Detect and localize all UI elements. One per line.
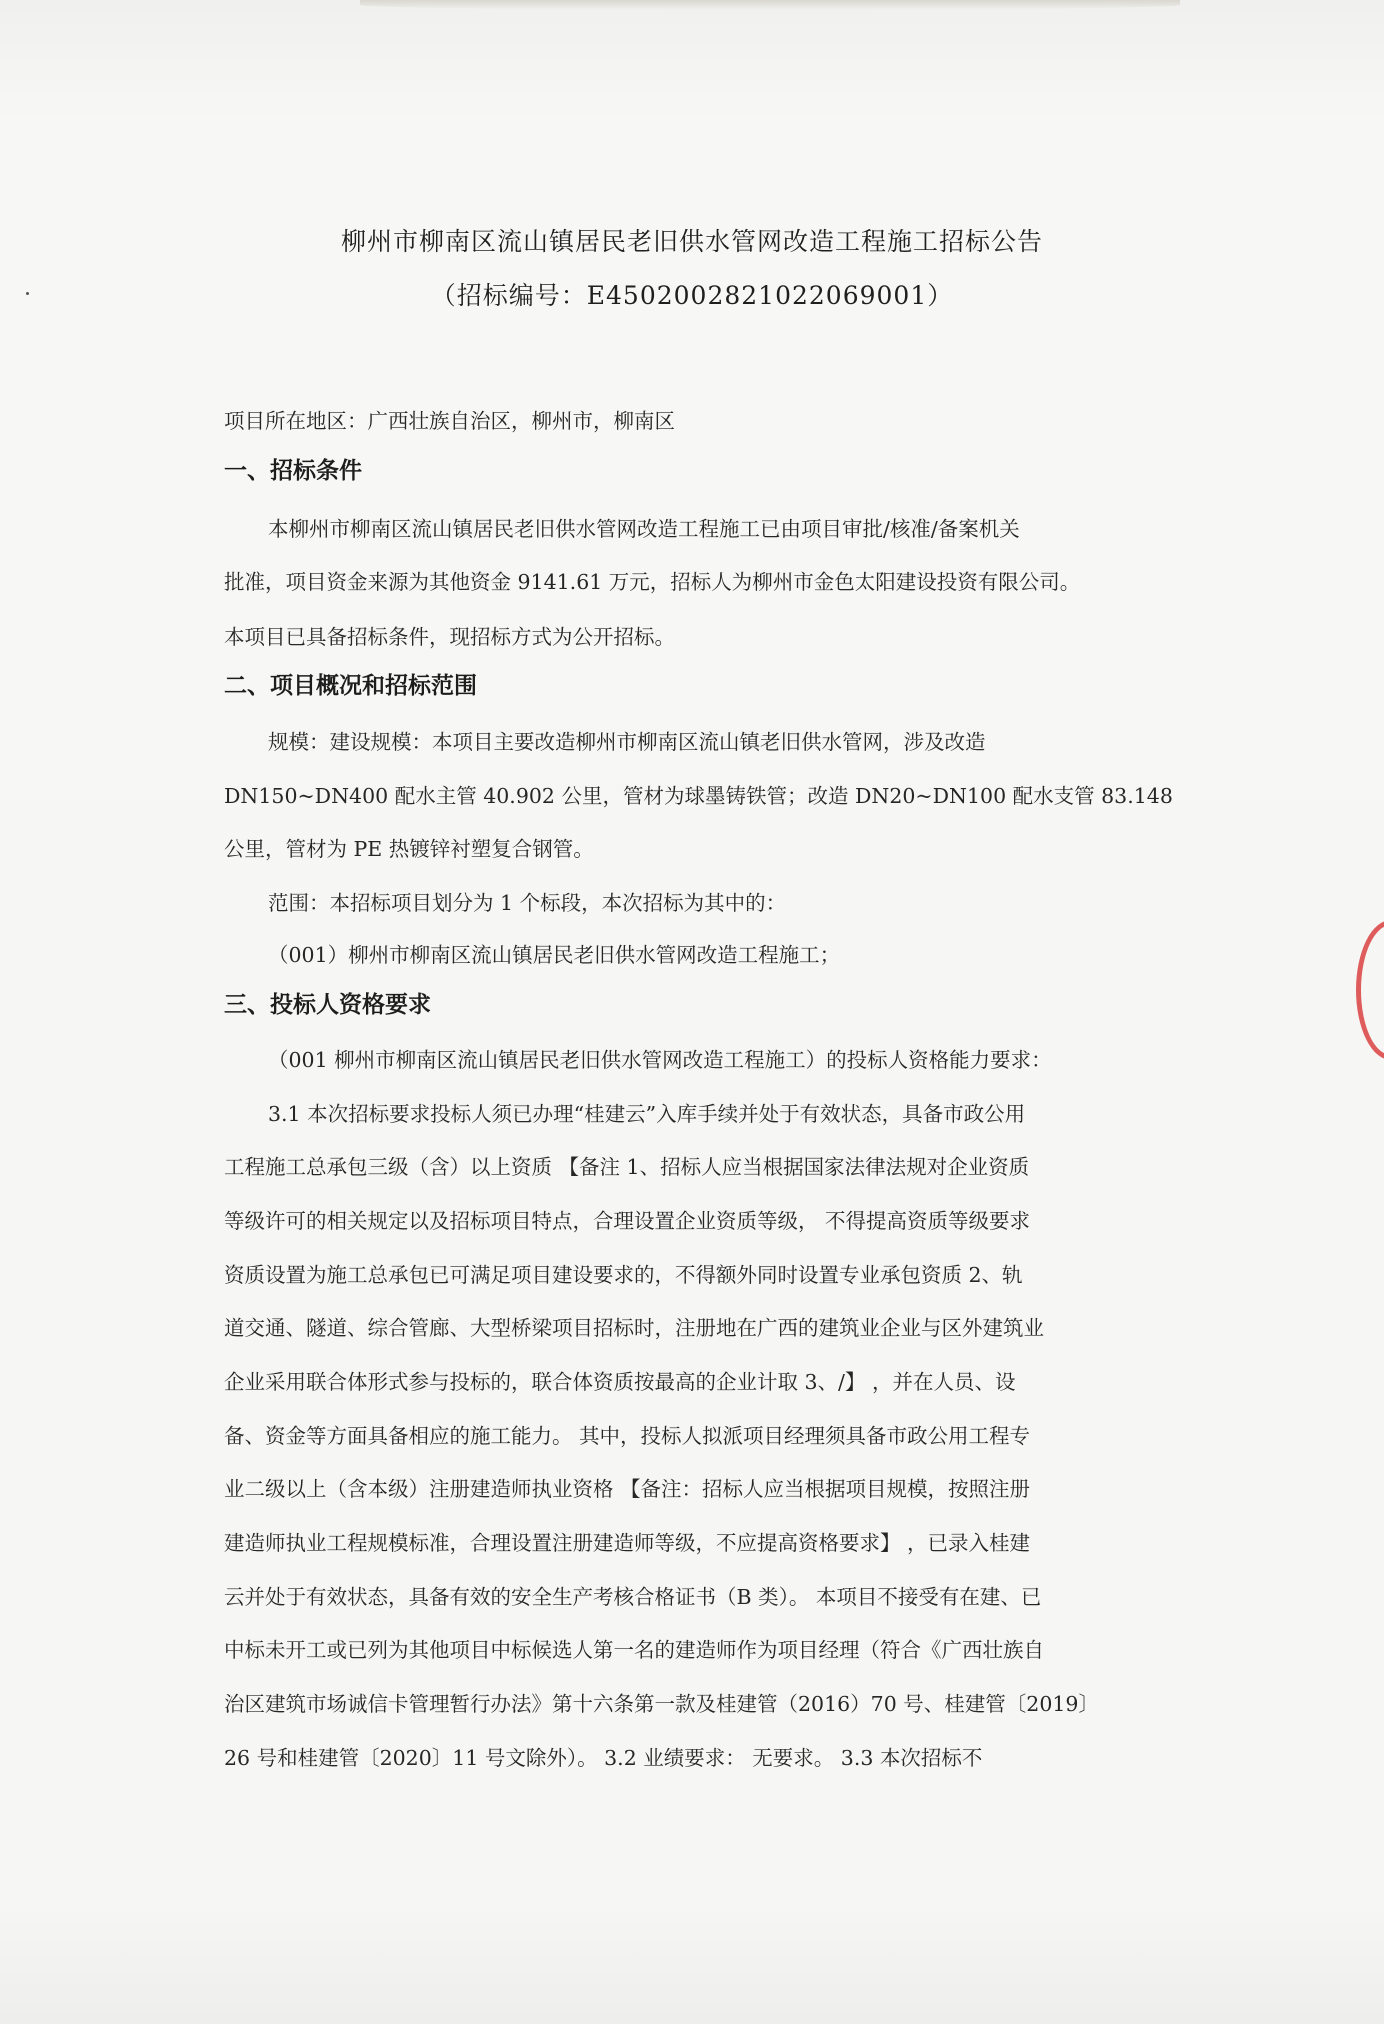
section-3-line: 治区建筑市场诚信卡管理暂行办法》第十六条第一款及桂建管（2016）70 号、桂建管〔2019〕 [224,1692,1099,1716]
section-2-line: （001）柳州市柳南区流山镇居民老旧供水管网改造工程施工； [268,943,841,967]
section-3-line: 企业采用联合体形式参与投标的，联合体资质按最高的企业计取 3、/】 ，并在人员、设 [224,1370,1016,1394]
document-title: 柳州市柳南区流山镇居民老旧供水管网改造工程施工招标公告 [340,227,1043,256]
section-2-line: 范围：本招标项目划分为 1 个标段，本次招标为其中的： [268,891,787,915]
section-3-line: 备、资金等方面具备相应的施工能力。 其中，投标人拟派项目经理须具备市政公用工程专 [224,1424,1031,1448]
section-1-line: 批准，项目资金来源为其他资金 9141.61 万元，招标人为柳州市金色太阳建设投资有限公司。 [224,570,1081,594]
section-3-line: 等级许可的相关规定以及招标项目特点，合理设置企业资质等级， 不得提高资质等级要求 [224,1209,1031,1233]
section-3-line: 3.1 本次招标要求投标人须已办理“桂建云”入库手续并处于有效状态，具备市政公用 [268,1102,1026,1126]
section-2-line: DN150~DN400 配水主管 40.902 公里，管材为球墨铸铁管；改造 DN20~DN100 配水支管 83.148 [224,784,1173,808]
section-3-line: 业二级以上（含本级）注册建造师执业资格 【备注：招标人应当根据项目规模，按照注册 [224,1477,1031,1501]
project-location: 项目所在地区：广西壮族自治区，柳州市，柳南区 [224,409,675,433]
section-2-line: 公里，管材为 PE 热镀锌衬塑复合钢管。 [224,837,594,861]
section-3-line: 工程施工总承包三级（含）以上资质 【备注 1、招标人应当根据国家法律法规对企业资质 [224,1155,1030,1179]
section-1-line: 本柳州市柳南区流山镇居民老旧供水管网改造工程施工已由项目审批/核准/备案机关 [268,517,1020,541]
section-3-line: 建造师执业工程规模标准，合理设置注册建造师等级，不应提高资格要求】 ，已录入桂建 [224,1531,1031,1555]
section-1-heading: 一、招标条件 [224,458,362,484]
section-1-line: 本项目已具备招标条件，现招标方式为公开招标。 [224,625,675,649]
section-3-line: （001 柳州市柳南区流山镇居民老旧供水管网改造工程施工）的投标人资格能力要求： [268,1048,1052,1072]
tender-number: （招标编号：E4502002821022069001） [430,281,954,310]
section-3-line: 道交通、隧道、综合管廊、大型桥梁项目招标时，注册地在广西的建筑业企业与区外建筑业 [224,1316,1044,1340]
section-3-line: 资质设置为施工总承包已可满足项目建设要求的，不得额外同时设置专业承包资质 2、轨 [224,1263,1023,1287]
section-3-line: 云并处于有效状态，具备有效的安全生产考核合格证书（B 类）。 本项目不接受有在建、已 [224,1585,1042,1609]
section-3-line: 26 号和桂建管〔2020〕11 号文除外）。 3.2 业绩要求： 无要求。 3.3 本次招标不 [224,1746,983,1770]
section-3-heading: 三、投标人资格要求 [224,992,431,1018]
section-2-line: 规模：建设规模：本项目主要改造柳州市柳南区流山镇老旧供水管网，涉及改造 [268,730,986,754]
section-3-line: 中标未开工或已列为其他项目中标候选人第一名的建造师作为项目经理（符合《广西壮族自 [224,1638,1044,1662]
section-2-heading: 二、项目概况和招标范围 [224,673,477,699]
paper-fold-shadow [360,0,1180,10]
